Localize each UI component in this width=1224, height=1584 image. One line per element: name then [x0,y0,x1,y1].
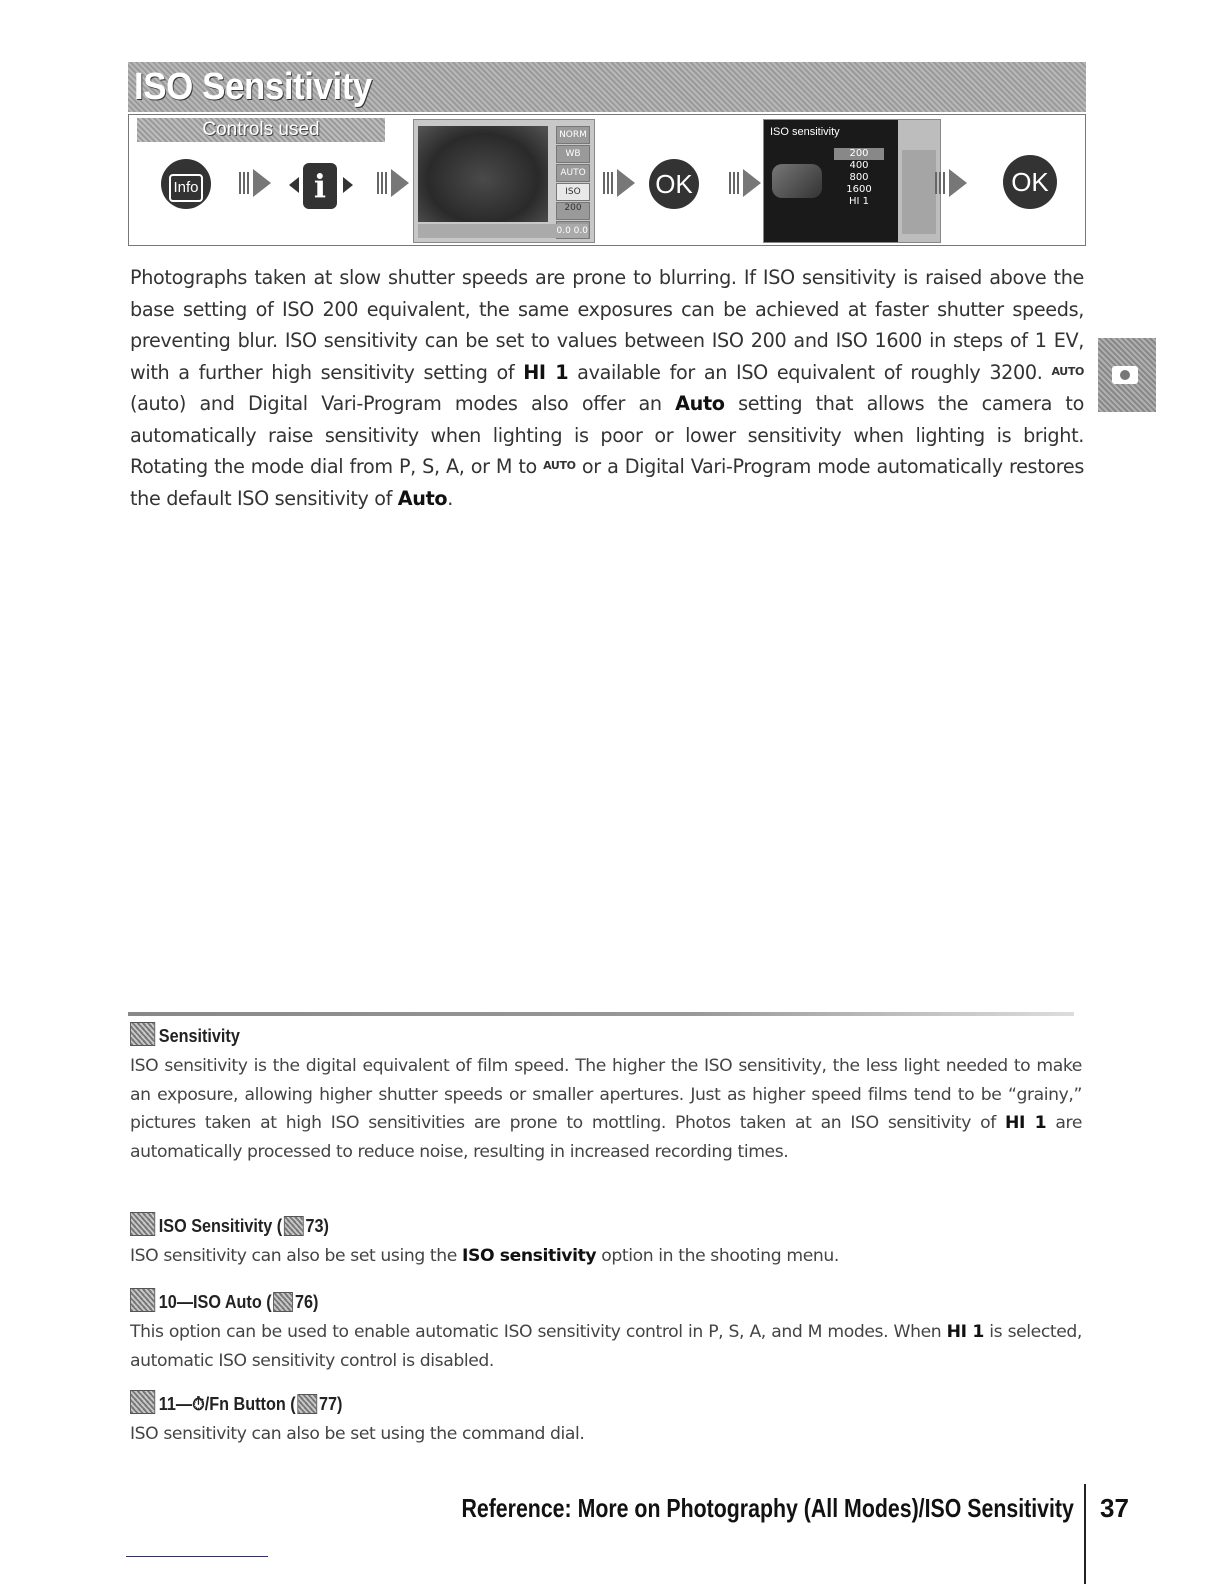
iso-menu-screen [763,119,941,243]
controls-used-box [128,114,1086,246]
title-band [128,62,1086,112]
auto-setting: Auto [397,486,448,510]
bottom-rule [126,1556,268,1557]
page-number: 37 [1100,1493,1129,1523]
multi-selector-glyph: i [313,167,327,205]
screen-item: AUTO [556,164,590,182]
multi-selector-icon [289,161,355,213]
note-heading-sensitivity: Sensitivity [130,1022,240,1048]
hi1-setting: HI 1 [523,360,569,384]
page-ref-icon [284,1216,304,1236]
note-text-iso-menu: ISO sensitivity can also be set using the ISO sensitivity option in the shooting menu. [130,1246,839,1266]
info-button-label: Info [169,174,203,202]
screen-item: NORM [556,126,590,144]
auto-mode-icon: AUTO [543,459,576,472]
camera-tab-icon [1098,338,1156,412]
menu-icon [130,1212,155,1236]
arrow-right-icon [743,169,761,197]
note-heading-iso-auto: 10—ISO Auto ( 76) [130,1288,318,1314]
screen-item: WB [556,145,590,163]
iso-option: HI 1 [848,196,869,207]
page-title: ISO Sensitivity [134,66,372,108]
notes-divider [128,1012,1074,1016]
arrow-right-icon [253,169,271,197]
arrow-right-icon [617,169,635,197]
footer-section-title: Reference: More on Photography (All Modes)/ISO Sensitivity [461,1493,1074,1523]
custom-setting-icon [130,1390,155,1414]
iso-option-selected: 200 [834,148,884,160]
controls-used-label: Controls used [137,118,385,142]
iso-option: 1600 [846,184,872,195]
ok-button-icon: OK [649,159,699,209]
page-ref-icon [297,1394,317,1414]
custom-setting-icon [130,1288,155,1312]
auto-mode-icon: AUTO [1051,364,1085,378]
screen-bottom-readout: 0.0 0.0 [418,224,588,238]
iso-option: 400 [849,160,869,171]
footer-divider [1084,1484,1086,1584]
note-heading-iso-menu: ISO Sensitivity ( 73) [130,1212,329,1238]
ok-button-icon: OK [1003,155,1057,209]
arrow-right-icon [949,169,967,197]
auto-setting: Auto [675,392,725,415]
iso-option: 800 [849,172,869,183]
body-paragraph: Photographs taken at slow shutter speeds are prone to blurring. If ISO sensitivity is raised above the base setting of ISO 200 equivalent, the same exposures can be achieved at faster shutter speeds, preventing blur. ISO sensitivity can be set to values between ISO 200 and ISO 1600 in steps of 1 EV, with a further high sensitivity setting of HI 1 available for an ISO equivalent of roughly 3200. AUTO (auto) and Digital Vari-Program modes also offer an Auto setting that allows the camera to automatically raise sensitivity when lighting is poor or lower sensitivity when lighting is bright. Rotating the mode dial from P, S, A, or M to AUTO or a Digital Vari-Program mode automatically restores the default ISO sensitivity of Auto. [130,266,1085,510]
arrow-right-icon [391,169,409,197]
info-button-icon [161,159,211,209]
note-heading-fn-button: 11—⏱/Fn Button ( 77) [130,1390,342,1416]
note-text-sensitivity: ISO sensitivity is the digital equivalent of film speed. The higher the ISO sensitivity, the less light needed to make an exposure, allowing higher shutter speeds or smaller apertures. Just as higher speed films tend to be “grainy,” pictures taken at high ISO sensitivities are prone to mottling. Photos taken at an ISO sensitivity of HI 1 are automatically processed to reduce noise, resulting in increased recording times. [130,1056,1082,1162]
screen-item-iso: ISO 200 [556,183,590,201]
note-icon [130,1022,155,1046]
note-text-iso-auto: This option can be used to enable automatic ISO sensitivity control in P, S, A, and M modes. When HI 1 is selected, automatic ISO sensitivity control is disabled. [130,1322,1082,1371]
page-ref-icon [273,1292,293,1312]
note-text-fn-button: ISO sensitivity can also be set using the command dial. [130,1424,585,1444]
info-display-screen [413,119,595,243]
iso-menu-heading: ISO sensitivity [770,126,840,138]
